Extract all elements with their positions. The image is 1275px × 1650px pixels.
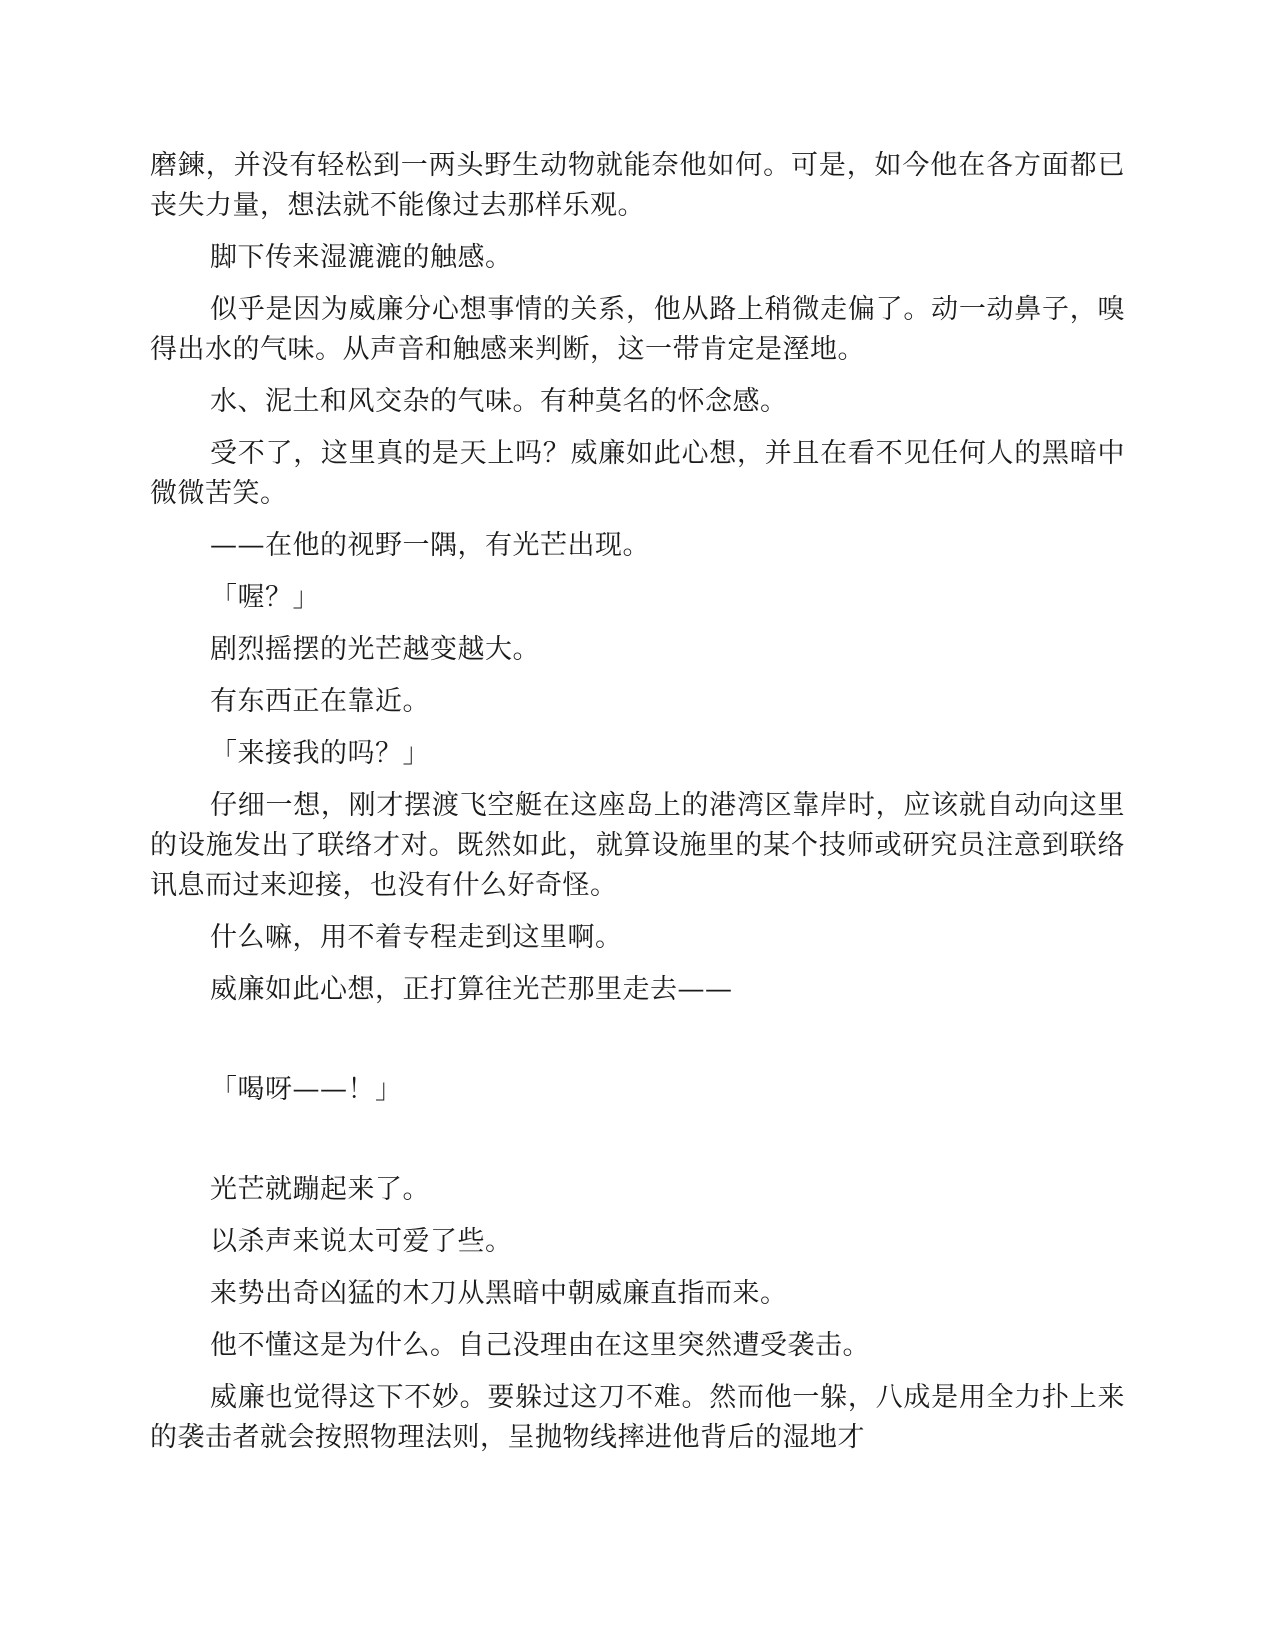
paragraph: 磨鍊，并没有轻松到一两头野生动物就能奈他如何。可是，如今他在各方面都已丧失力量，想法就不能像过去那样乐观。 [150,150,1125,221]
paragraph: 水、泥土和风交杂的气味。有种莫名的怀念感。 [210,386,788,417]
page-body [150,146,1125,1470]
paragraph: 光芒就蹦起来了。 [210,1174,430,1205]
paragraph: 威廉如此心想，正打算往光芒那里走去—— [210,974,733,1005]
dialogue-line: 「来接我的吗？」 [210,738,430,769]
paragraph: 仔细一想，刚才摆渡飞空艇在这座岛上的港湾区靠岸时，应该就自动向这里的设施发出了联络才对。既然如此，就算设施里的某个技师或研究员注意到联络讯息而过来迎接，也没有什么好奇怪。 [150,790,1125,901]
paragraph: 他不懂这是为什么。自己没理由在这里突然遭受袭击。 [210,1330,870,1361]
paragraph: 受不了，这里真的是天上吗？威廉如此心想，并且在看不见任何人的黑暗中微微苦笑。 [150,438,1125,509]
paragraph: 剧烈摇摆的光芒越变越大。 [210,634,540,665]
paragraph: 似乎是因为威廉分心想事情的关系，他从路上稍微走偏了。动一动鼻子，嗅得出水的气味。从声音和触感来判断，这一带肯定是溼地。 [150,294,1125,365]
paragraph: 有东西正在靠近。 [210,686,430,717]
paragraph: 以杀声来说太可爱了些。 [210,1226,513,1257]
dialogue-line: 「喝呀——！」 [210,1074,403,1105]
paragraph: 威廉也觉得这下不妙。要躲过这刀不难。然而他一躲，八成是用全力扑上来的袭击者就会按照物理法则，呈抛物线摔进他背后的湿地才 [150,1382,1125,1453]
paragraph: 脚下传来湿漉漉的触感。 [210,242,513,273]
section-gap [150,1022,1125,1070]
paragraph: 来势出奇凶猛的木刀从黑暗中朝威廉直指而来。 [210,1278,788,1309]
paragraph: ——在他的视野一隅，有光芒出现。 [210,530,650,561]
paragraph: 什么嘛，用不着专程走到这里啊。 [210,922,623,953]
section-gap [150,1122,1125,1170]
dialogue-line: 「喔？」 [210,582,320,613]
